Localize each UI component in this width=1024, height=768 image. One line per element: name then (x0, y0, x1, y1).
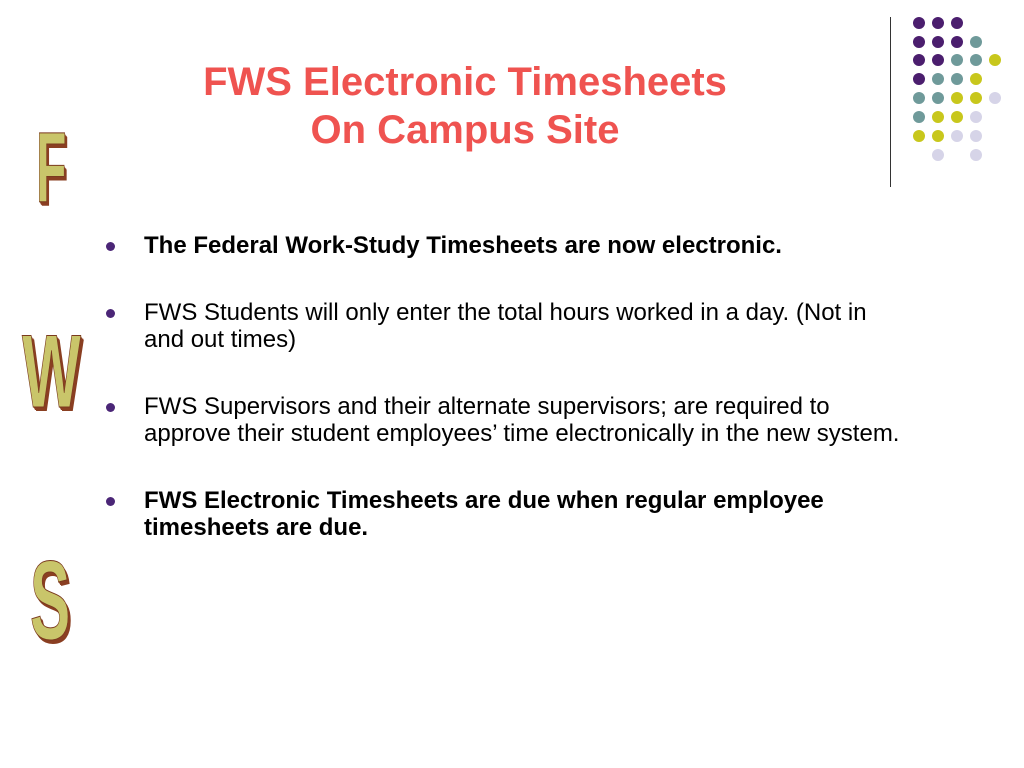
decorative-dot (970, 54, 982, 66)
side-letter-s: S (30, 538, 71, 663)
bullet-item-2 (104, 299, 904, 353)
decorative-dot (932, 54, 944, 66)
decorative-dot (970, 73, 982, 85)
decorative-dot (913, 73, 925, 85)
slide-title-line-2: On Campus Site (310, 108, 620, 152)
decorative-dot (989, 54, 1001, 66)
bullet-text: The Federal Work-Study Timesheets are now electronic. (144, 232, 782, 259)
decorative-dot (951, 73, 963, 85)
bullet-icon (106, 309, 115, 318)
decorative-dot (913, 54, 925, 66)
decorative-dot (913, 111, 925, 123)
bullet-icon (106, 403, 115, 412)
decorative-dot (970, 130, 982, 142)
bullet-item-3 (104, 393, 904, 447)
decorative-dot (970, 36, 982, 48)
bullet-text: FWS Students will only enter the total hours worked in a day. (Not in and out times) (144, 299, 867, 353)
decorative-dot (951, 54, 963, 66)
decorative-dot (932, 149, 944, 161)
decorative-dot (951, 111, 963, 123)
vertical-divider (890, 17, 891, 187)
decorative-dot (932, 36, 944, 48)
decorative-dot (970, 92, 982, 104)
decorative-dot (913, 17, 925, 29)
decorative-dot (932, 130, 944, 142)
decorative-dot (913, 92, 925, 104)
decorative-dot (970, 111, 982, 123)
decorative-dot (951, 92, 963, 104)
decorative-dot (913, 130, 925, 142)
side-letter-f: F (36, 112, 67, 224)
bullet-item-4 (104, 487, 904, 541)
bullet-icon (106, 242, 115, 251)
decorative-dot (951, 36, 963, 48)
slide-title-line-1: FWS Electronic Timesheets (203, 60, 727, 104)
bullet-list (104, 232, 904, 581)
decorative-dot (951, 130, 963, 142)
bullet-text: FWS Electronic Timesheets are due when regular employee timesheets are due. (144, 487, 824, 541)
bullet-icon (106, 497, 115, 506)
decorative-dot (989, 92, 1001, 104)
bullet-text: FWS Supervisors and their alternate supervisors; are required to approve their student employees’ time electronically in the new system. (144, 393, 900, 447)
decorative-dot (951, 17, 963, 29)
side-letter-w: W (22, 314, 81, 430)
decorative-dot (932, 73, 944, 85)
bullet-item-1 (104, 232, 904, 259)
decorative-dot (932, 111, 944, 123)
decorative-dot (932, 92, 944, 104)
decorative-dot (913, 36, 925, 48)
decorative-dot (932, 17, 944, 29)
decorative-dot (970, 149, 982, 161)
